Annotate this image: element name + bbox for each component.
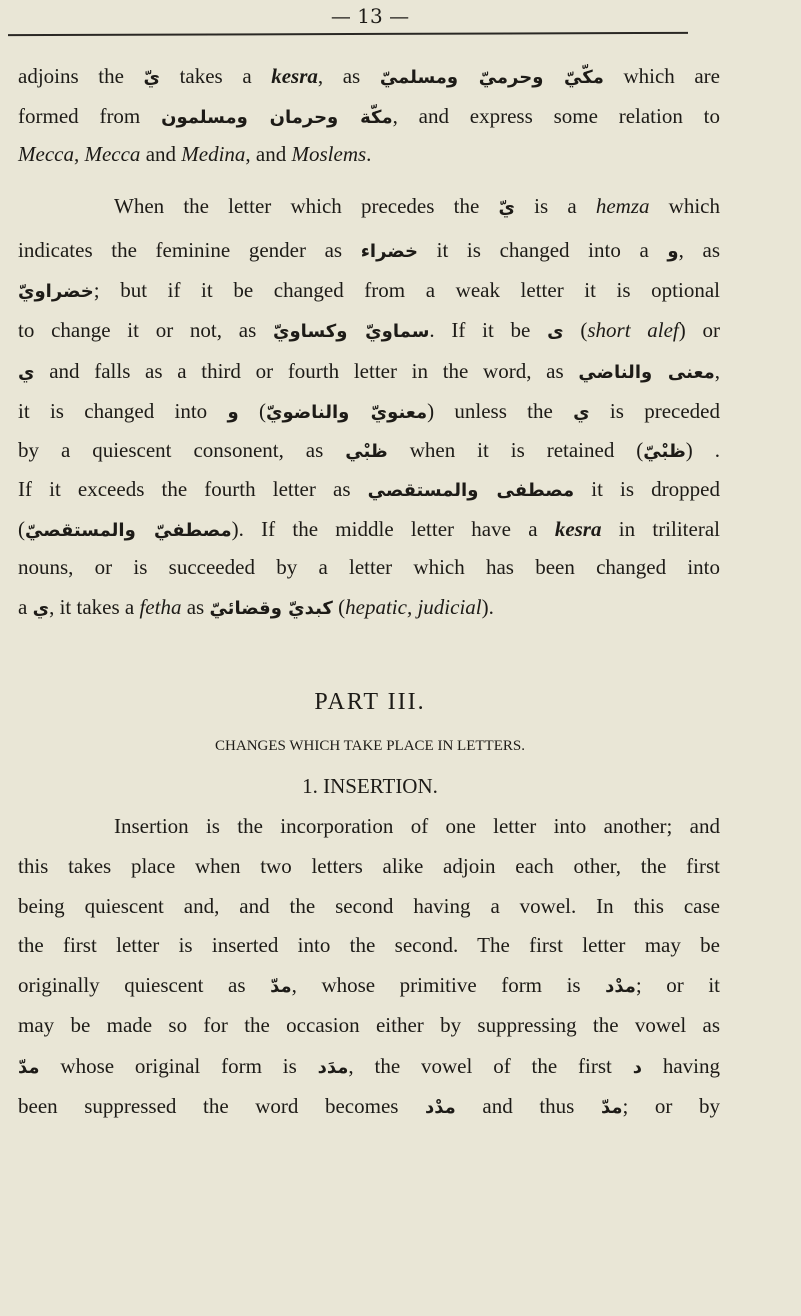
text-run: (: [18, 517, 25, 541]
text-run: ; or it: [635, 973, 720, 997]
emphasis-text: Moslems: [291, 142, 367, 166]
section-title: [0, 772, 740, 800]
text-line: [18, 1052, 720, 1082]
text-run: may be made so for the occasion either by suppressing the vowel as: [18, 1013, 720, 1037]
arabic-word: مدْد: [425, 1097, 456, 1118]
text-run: ,: [714, 359, 720, 383]
text-run: , the vowel of the first: [348, 1054, 633, 1078]
text-run: ) or: [678, 318, 720, 342]
text-line: [18, 475, 720, 505]
text-run: by a quiescent consonent, as: [18, 438, 346, 462]
arabic-word: يّ: [498, 197, 515, 218]
text-line: [18, 971, 720, 1001]
text-run: takes a: [160, 64, 272, 88]
text-run: (: [332, 595, 346, 619]
emphasis-text: fetha: [139, 595, 182, 619]
text-run: which are: [603, 64, 720, 88]
arabic-word: معنى والناضي: [578, 362, 715, 383]
text-line: [18, 892, 720, 920]
text-run: nouns, or is succeeded by a letter which has been changed into: [18, 555, 720, 579]
text-run: indicates the feminine gender as: [18, 238, 361, 262]
text-line: [18, 553, 720, 581]
text-run: the first letter is inserted into the second. The first letter may be: [18, 933, 720, 957]
arabic-word: خضراء: [360, 241, 418, 262]
text-line: [18, 812, 720, 840]
emphasis-text: Mecca: [84, 142, 141, 166]
text-run: in triliteral: [601, 517, 720, 541]
text-line: [18, 1092, 720, 1122]
arabic-word: ظبْيّ: [643, 441, 686, 462]
text-run: 1. INSERTION.: [302, 774, 438, 798]
text-run: and falls as a third or fourth letter in the word, as: [34, 359, 579, 383]
arabic-word: ي: [32, 598, 50, 619]
emphasis-text: short alef: [587, 318, 679, 342]
text-run: is a: [514, 194, 596, 218]
text-run: when it is retained (: [387, 438, 644, 462]
text-run: to change it or not, as: [18, 318, 273, 342]
text-line: [18, 931, 720, 959]
text-line: [18, 276, 720, 306]
text-run: it is changed into a: [418, 238, 668, 262]
arabic-word: مدّ: [18, 1057, 40, 1078]
emphasis-text: hemza: [595, 194, 650, 218]
text-line: [18, 397, 720, 427]
text-run: Insertion is the incorporation of one letter into another; and: [114, 814, 720, 838]
text-line: [18, 515, 720, 545]
text-run: PART III.: [314, 689, 426, 715]
arabic-word: معنويّ والناضويّ: [265, 402, 428, 423]
arabic-word: خضراويّ: [18, 281, 94, 302]
text-line: [18, 1011, 720, 1039]
text-line: [18, 316, 720, 346]
emphasis-text: hepatic, judicial: [345, 595, 482, 619]
text-run: formed from: [18, 104, 162, 128]
text-run: which: [649, 194, 721, 218]
arabic-word: مدّ: [270, 976, 292, 997]
arabic-word: ي: [18, 362, 35, 383]
text-line: [18, 852, 720, 880]
text-run: . If it be: [429, 318, 548, 342]
arabic-word: مدْد: [605, 976, 636, 997]
text-run: originally quiescent as: [18, 973, 271, 997]
header-rule: [8, 32, 688, 36]
text-run: ) unless the: [427, 399, 574, 423]
text-run: and thus: [455, 1094, 601, 1118]
arabic-word: كبديّ وقضائيّ: [209, 598, 333, 619]
text-run: ,: [73, 142, 85, 166]
text-run: is preceded: [589, 399, 720, 423]
text-line: [18, 436, 720, 466]
page-number: — 13 —: [330, 4, 410, 28]
text-run: as: [181, 595, 210, 619]
emphasis-text: kesra: [271, 64, 318, 88]
text-run: ; but if it be changed from a weak letter it is optional: [93, 278, 720, 302]
text-run: , and: [245, 142, 292, 166]
text-run: it is changed into: [18, 399, 228, 423]
arabic-word: سماويّ وكساويّ: [273, 321, 430, 342]
text-run: If it exceeds the fourth letter as: [18, 477, 368, 501]
arabic-word: ي: [573, 402, 590, 423]
text-run: this takes place when two letters alike adjoin each other, the first: [18, 854, 720, 878]
text-run: CHANGES WHICH TAKE PLACE IN LETTERS.: [215, 738, 525, 754]
arabic-word: مكّيّ وحرميّ ومسلميّ: [379, 67, 604, 88]
text-run: ) .: [685, 438, 720, 462]
arabic-word: ى: [547, 321, 564, 342]
emphasis-text: kesra: [554, 517, 602, 541]
text-run: (: [563, 318, 588, 342]
arabic-word: مصطفيّ والمستقصيّ: [25, 520, 232, 541]
emphasis-text: Mecca: [18, 142, 74, 166]
text-run: , whose primitive form is: [291, 973, 606, 997]
arabic-word: ظبْي: [345, 441, 388, 462]
arabic-word: مكّة وحرمان ومسلمون: [161, 107, 393, 128]
text-run: , as: [678, 238, 720, 262]
arabic-word: مدّ: [600, 1097, 623, 1118]
arabic-word: مصطفى والمستقصي: [367, 480, 575, 501]
text-run: being quiescent and, and the second having a vowel. In this case: [18, 894, 720, 918]
text-line: [18, 357, 720, 387]
text-line: [18, 102, 720, 132]
text-run: adjoins the: [18, 64, 144, 88]
text-run: , as: [317, 64, 380, 88]
emphasis-text: Medina: [181, 142, 246, 166]
text-run: having: [641, 1054, 720, 1078]
section-subtitle: [0, 732, 740, 760]
text-line: [18, 593, 720, 623]
text-run: , and express some relation to: [392, 104, 720, 128]
text-run: ).: [481, 595, 494, 619]
text-line: [18, 62, 720, 92]
arabic-word: د: [632, 1057, 642, 1078]
text-run: whose original form is: [39, 1054, 318, 1078]
arabic-word: مدَد: [317, 1057, 349, 1078]
text-line: [18, 140, 720, 168]
text-run: When the letter which precedes the: [114, 194, 499, 218]
arabic-word: و: [227, 402, 239, 423]
text-line: [18, 236, 720, 266]
text-run: .: [366, 142, 372, 166]
arabic-word: و: [667, 241, 679, 262]
text-run: it is dropped: [574, 477, 720, 501]
text-run: , it takes a: [49, 595, 140, 619]
arabic-word: يّ: [143, 67, 160, 88]
text-run: and: [140, 142, 182, 166]
text-run: a: [18, 595, 33, 619]
text-run: ; or by: [622, 1094, 720, 1118]
text-run: ). If the middle letter have a: [231, 517, 555, 541]
text-run: been suppressed the word becomes: [18, 1094, 426, 1118]
part-heading: [0, 688, 740, 716]
text-run: (: [238, 399, 266, 423]
text-line: [18, 192, 720, 222]
